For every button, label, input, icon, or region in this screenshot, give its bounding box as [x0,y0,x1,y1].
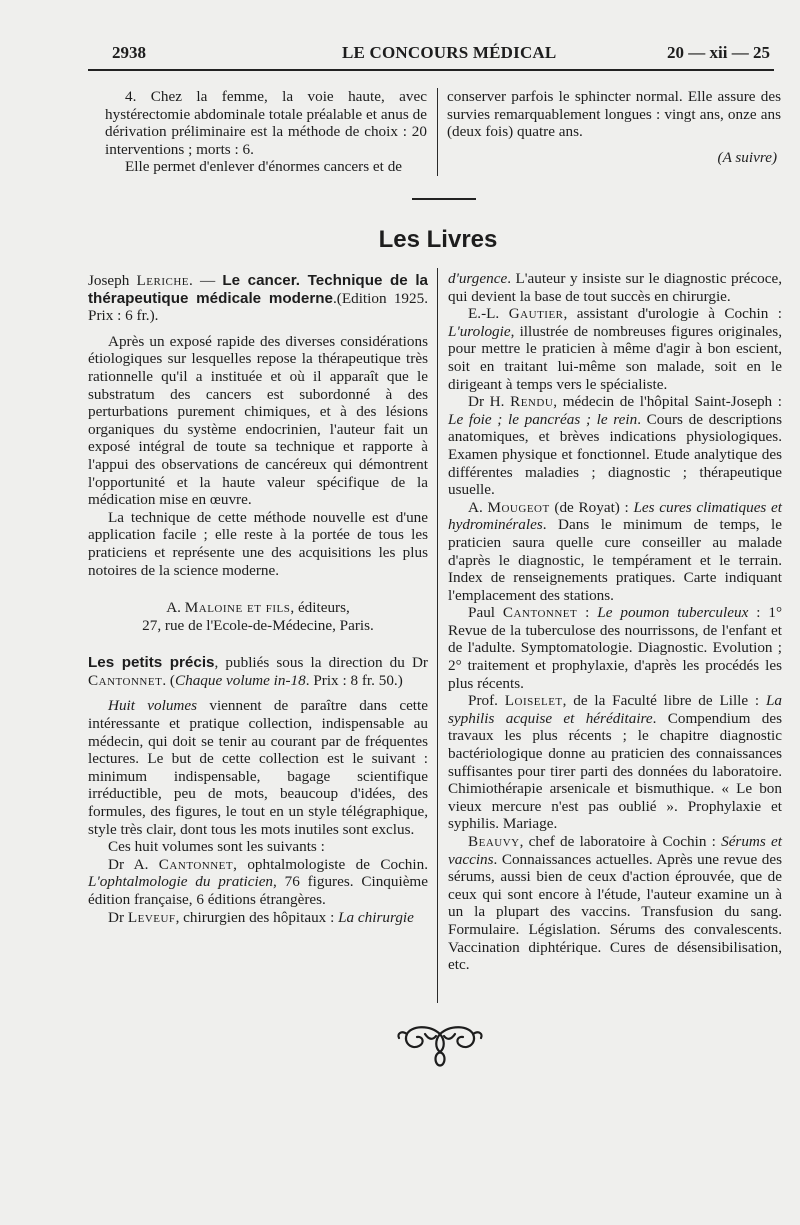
volume-cantonnet-poumon: Paul Cantonnet : Le poumon tuberculeux : 1° Revue de la tuberculose des nourrissons, de l'enfant et de l'adulte. Symptomatologie. Diagnostic. Evolution ; 2° traitement et prophylaxie, d'après les procédés les plus récents. [448,604,783,692]
paragraph: conserver parfois le sphincter normal. Elle assure des survies remarquablement longues : vingt ans, onze ans (deux fois) quatre ans. [447,88,781,141]
section-title: Les Livres [378,226,498,253]
column-divider [437,88,438,176]
paragraph: 4. Chez la femme, la voie haute, avec hystérectomie abdominale totale préalable et anus de dérivation préliminaire est la méthode de choix : 20 interventions ; morts : 6. [105,88,427,158]
left-column [88,272,428,926]
volume-leveuf: Dr Leveuf, chirurgien des hôpitaux : La chirurgie [108,908,414,926]
volume-rendu: Dr H. Rendu, médecin de l'hôpital Saint-Joseph : Le foie ; le pancréas ; le rein. Cours de descriptions anatomiques, et brèves indications physiologiques. Examen physique et fonctionnel. Etude analytique des différentes maladies ; diagnostic ; thérapeutique usuelle. [448,393,782,499]
right-column [448,270,782,974]
paragraph: La technique de cette méthode nouvelle est d'une application facile ; elle reste à la portée de tous les praticiens et représente une des acquisitions les plus notoires de la science moderne. [88,508,428,579]
continued-text-left [105,88,427,176]
continued-text-right [447,88,781,166]
volume-leveuf-continued: d'urgence. L'auteur y insiste sur le diagnostic précoce, qui devient la base de tout succès en chirurgie. [448,270,782,305]
publisher-address: 27, rue de l'Ecole-de-Médecine, Paris. [142,616,374,634]
to-be-continued: (A suivre) [717,148,777,166]
volume-cantonnet: Dr A. Cantonnet, ophtalmologiste de Cochin. L'ophtalmologie du praticien, 76 figures. Cinquième édition française, 6 éditions étrangères. [88,855,429,908]
volume-mougeot: A. Mougeot (de Royat) : Les cures climatiques et hydrominérales. Dans le minimum de temps, le praticien saura quelle cure conseiller au malade d'après le diagnostic, le tempérament et le terrain. Index de renseignements pratiques. Carte indiquant l'emplacement des stations. [448,498,783,604]
ornament-fleuron-icon [395,1022,485,1068]
paragraph: Après un exposé rapide des diverses considérations étiologiques sur lesquelles repose la thérapeutique très rationnelle qu'il a instituée et où il apparaît que le substratum des cancers est subordonné à des perturbations purement chimiques, et à des lésions organiques du système endocrinien, l'auteur fait un exposé intégral de toute sa technique et rapporte à l'appui des observations de cancéreux qui démontrent l'opportunité et la haute valeur spécifique de la médication mise en œuvre. [88,332,428,509]
volume-gautier: E.-L. Gautier, assistant d'urologie à Cochin : L'urologie, illustrée de nombreuses figures originales, pour mettre le praticien à même d'agir à bon escient, soit en traitant lui-même son malade, soit en le dirigeant à temps vers le spécialiste. [448,305,783,393]
column-divider [437,268,438,1003]
publisher-name: A. Maloine et fils, éditeurs, [166,599,350,617]
book-entry-petits-precis: Les petits précis, publiés sous la direction du Dr Cantonnet. (Chaque volume in-18. Prix : 8 fr. 50.) [88,654,428,689]
running-header [112,43,770,69]
paragraph: Huit volumes viennent de paraître dans cette intéressante et pratique collection, indispensable au médecin, qui doit se tenir au courant par de fréquentes lectures. Le but de cette collection est le suivant : minimum indispensable, bagage scientifique irréductible, peu de mots, beaucoup d'idées, des formules, des figures, le tout en un style télégraphique, style très clair, dont tous les mots inutiles sont exclus. [88,697,428,838]
paragraph: Ces huit volumes sont les suivants : [108,838,325,856]
volume-loiselet: Prof. Loiselet, de la Faculté libre de Lille : La syphilis acquise et héréditaire. Compendium des travaux les plus récents ; le chapitre diagnostic bactériologique donne au praticien des connaissances suffisantes pour tirer parti des données du laboratoire. Chimiothérapie arsenicale et bismuthique. « Le bon vieux mercure n'est pas oublié ». Prophylaxie et syphilis. Mariage. [448,692,783,833]
section-divider [412,198,476,200]
page-number: 2938 [112,43,146,62]
paragraph: Elle permet d'enlever d'énormes cancers et de [125,158,403,176]
volume-beauvy: Beauvy, chef de laboratoire à Cochin : Sérums et vaccins. Connaissances actuelles. Après une revue des sérums, aussi bien de ceux d'action éprouvée, que de ceux qui sont encore à l'étude, l'auteur examine un à un la plupart des vaccins. Transfusion du sang. Formulaire. Législation. Sérums des convalescents. Vaccination diphtérique. Cures de désensibilisation, etc. [448,833,782,974]
issue-date: 20 — xii — 25 [667,43,770,62]
header-rule [88,69,774,71]
journal-name: LE CONCOURS MÉDICAL [342,43,557,62]
book-entry-leriche: Joseph Leriche. — Le cancer. Technique de la thérapeutique médicale moderne.(Edition 1925. Prix : 6 fr.). [88,272,428,325]
